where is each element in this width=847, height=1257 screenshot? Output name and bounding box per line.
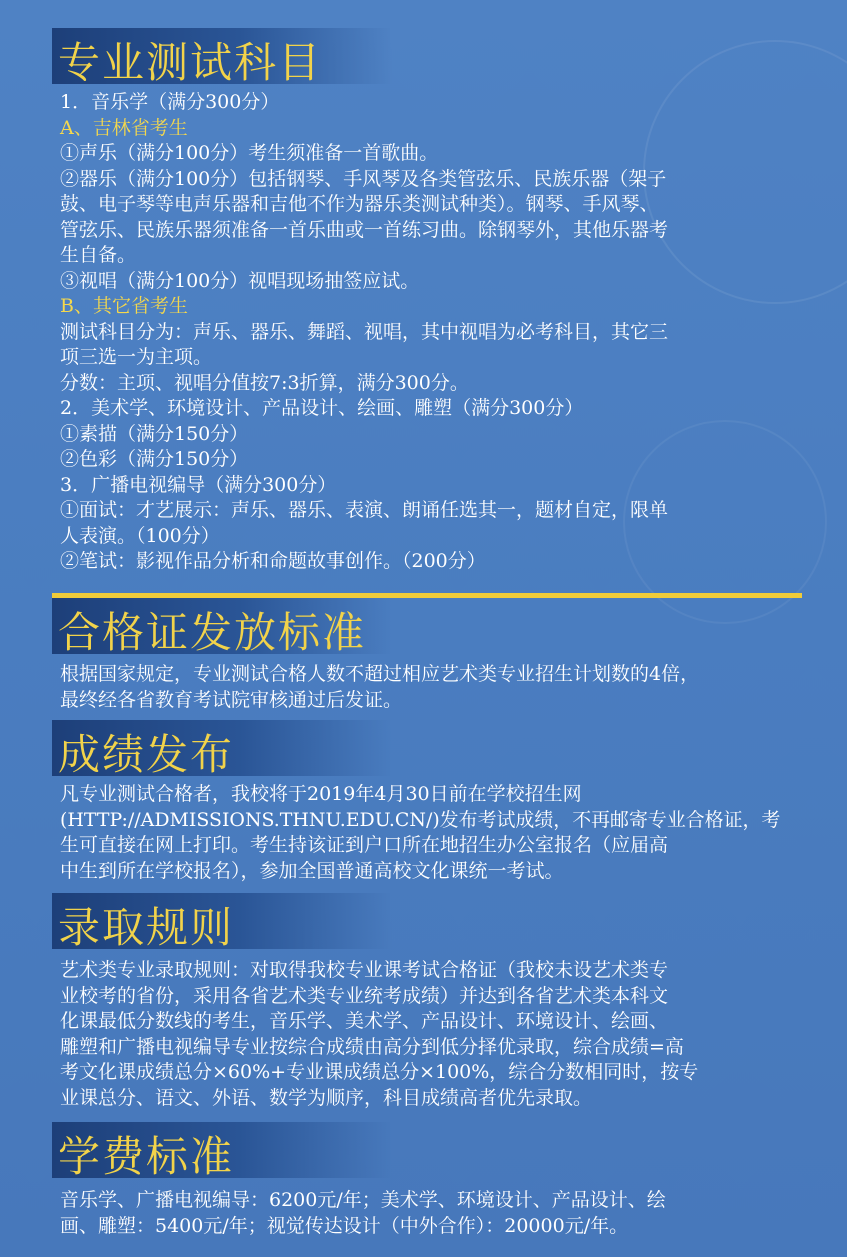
results-body <box>60 782 810 884</box>
exam-line: 鼓、电子琴等电声乐器和吉他不作为器乐类测试种类）。钢琴、手风琴、 <box>60 193 659 215</box>
admission-line: 考文化课成绩总分×60%+专业课成绩总分×100%，综合分数相同时，按专 <box>60 1061 699 1083</box>
section-title-tuition: 学费标准 <box>58 1132 235 1181</box>
exam-line: 管弦乐、民族乐器须准备一首乐曲或一首练习曲。除钢琴外，其他乐器考 <box>60 218 669 241</box>
section-header-results <box>52 720 392 779</box>
section-header-tuition <box>52 1122 392 1181</box>
admission-line: 业校考的省份，采用各省艺术类专业统考成绩）并达到各省艺术类本科文 <box>60 984 669 1007</box>
admission-line: 化课最低分数线的考生，音乐学、美术学、产品设计、环境设计、绘画、 <box>60 1010 669 1032</box>
exam-line: ③视唱（满分100分）视唱现场抽签应试。 <box>60 269 420 292</box>
exam-line: ①声乐（满分100分）考生须准备一首歌曲。 <box>60 142 439 164</box>
results-line: (HTTP://ADMISSIONS.THNU.EDU.CN/)发布考试成绩，不再邮寄专业合格证，考 <box>60 808 781 831</box>
tuition-line: 音乐学、广播电视编导：6200元/年；美术学、环境设计、产品设计、绘 <box>60 1189 666 1211</box>
tuition-body <box>60 1188 810 1239</box>
exam-line: ②色彩（满分150分） <box>60 448 249 470</box>
exam-line: 1．音乐学（满分300分） <box>60 91 280 113</box>
exam-line: 项三选一为主项。 <box>60 346 213 368</box>
section-title-certificate: 合格证发放标准 <box>58 608 367 657</box>
admission-line: 雕塑和广播电视编导专业按综合成绩由高分到低分择优录取，综合成绩=高 <box>60 1035 684 1058</box>
exam-line: 2．美术学、环境设计、产品设计、绘画、雕塑（满分300分） <box>60 397 584 419</box>
admission-line: 艺术类专业录取规则：对取得我校专业课考试合格证（我校未设艺术类专 <box>60 959 669 981</box>
exam-line: B、其它省考生 <box>60 295 188 317</box>
exam-line: A、吉林省考生 <box>60 116 188 139</box>
exam-line: 人表演。（100分） <box>60 524 220 547</box>
tuition-line: 画、雕塑：5400元/年；视觉传达设计（中外合作）：20000元/年。 <box>60 1214 629 1237</box>
admission-line: 业课总分、语文、外语、数学为顺序，科目成绩高者优先录取。 <box>60 1086 593 1109</box>
results-line: 凡专业测试合格者，我校将于2019年4月30日前在学校招生网 <box>60 783 582 805</box>
certificate-line: 最终经各省教育考试院审核通过后发证。 <box>60 688 403 711</box>
exam-line: ①面试：才艺展示：声乐、器乐、表演、朗诵任选其一，题材自定，限单 <box>60 499 669 521</box>
exam-line: ①素描（满分150分） <box>60 422 249 445</box>
section-title-exam: 专业测试科目 <box>58 38 323 87</box>
admission-body <box>60 958 810 1111</box>
section-title-admission: 录取规则 <box>58 903 235 952</box>
section-header-certificate <box>52 598 392 657</box>
section-header-admission <box>52 893 392 952</box>
section-header-exam <box>52 28 392 87</box>
certificate-line: 根据国家规定，专业测试合格人数不超过相应艺术类专业招生计划数的4倍， <box>60 663 700 685</box>
exam-line: ②器乐（满分100分）包括钢琴、手风琴及各类管弦乐、民族乐器（架子 <box>60 167 667 190</box>
exam-line: 测试科目分为：声乐、器乐、舞蹈、视唱，其中视唱为必考科目，其它三 <box>60 320 669 343</box>
exam-line: 生自备。 <box>60 244 137 266</box>
section-title-results: 成绩发布 <box>58 730 235 779</box>
certificate-body <box>60 662 810 713</box>
results-line: 生可直接在网上打印。考生持该证到户口所在地招生办公室报名（应届高 <box>60 834 669 856</box>
exam-line: 3．广播电视编导（满分300分） <box>60 473 337 496</box>
exam-line: 分数：主项、视唱分值按7:3折算，满分300分。 <box>60 371 469 394</box>
exam-body <box>60 90 810 575</box>
exam-line: ②笔试：影视作品分析和命题故事创作。（200分） <box>60 550 486 572</box>
results-line: 中生到所在学校报名），参加全国普通高校文化课统一考试。 <box>60 859 564 882</box>
